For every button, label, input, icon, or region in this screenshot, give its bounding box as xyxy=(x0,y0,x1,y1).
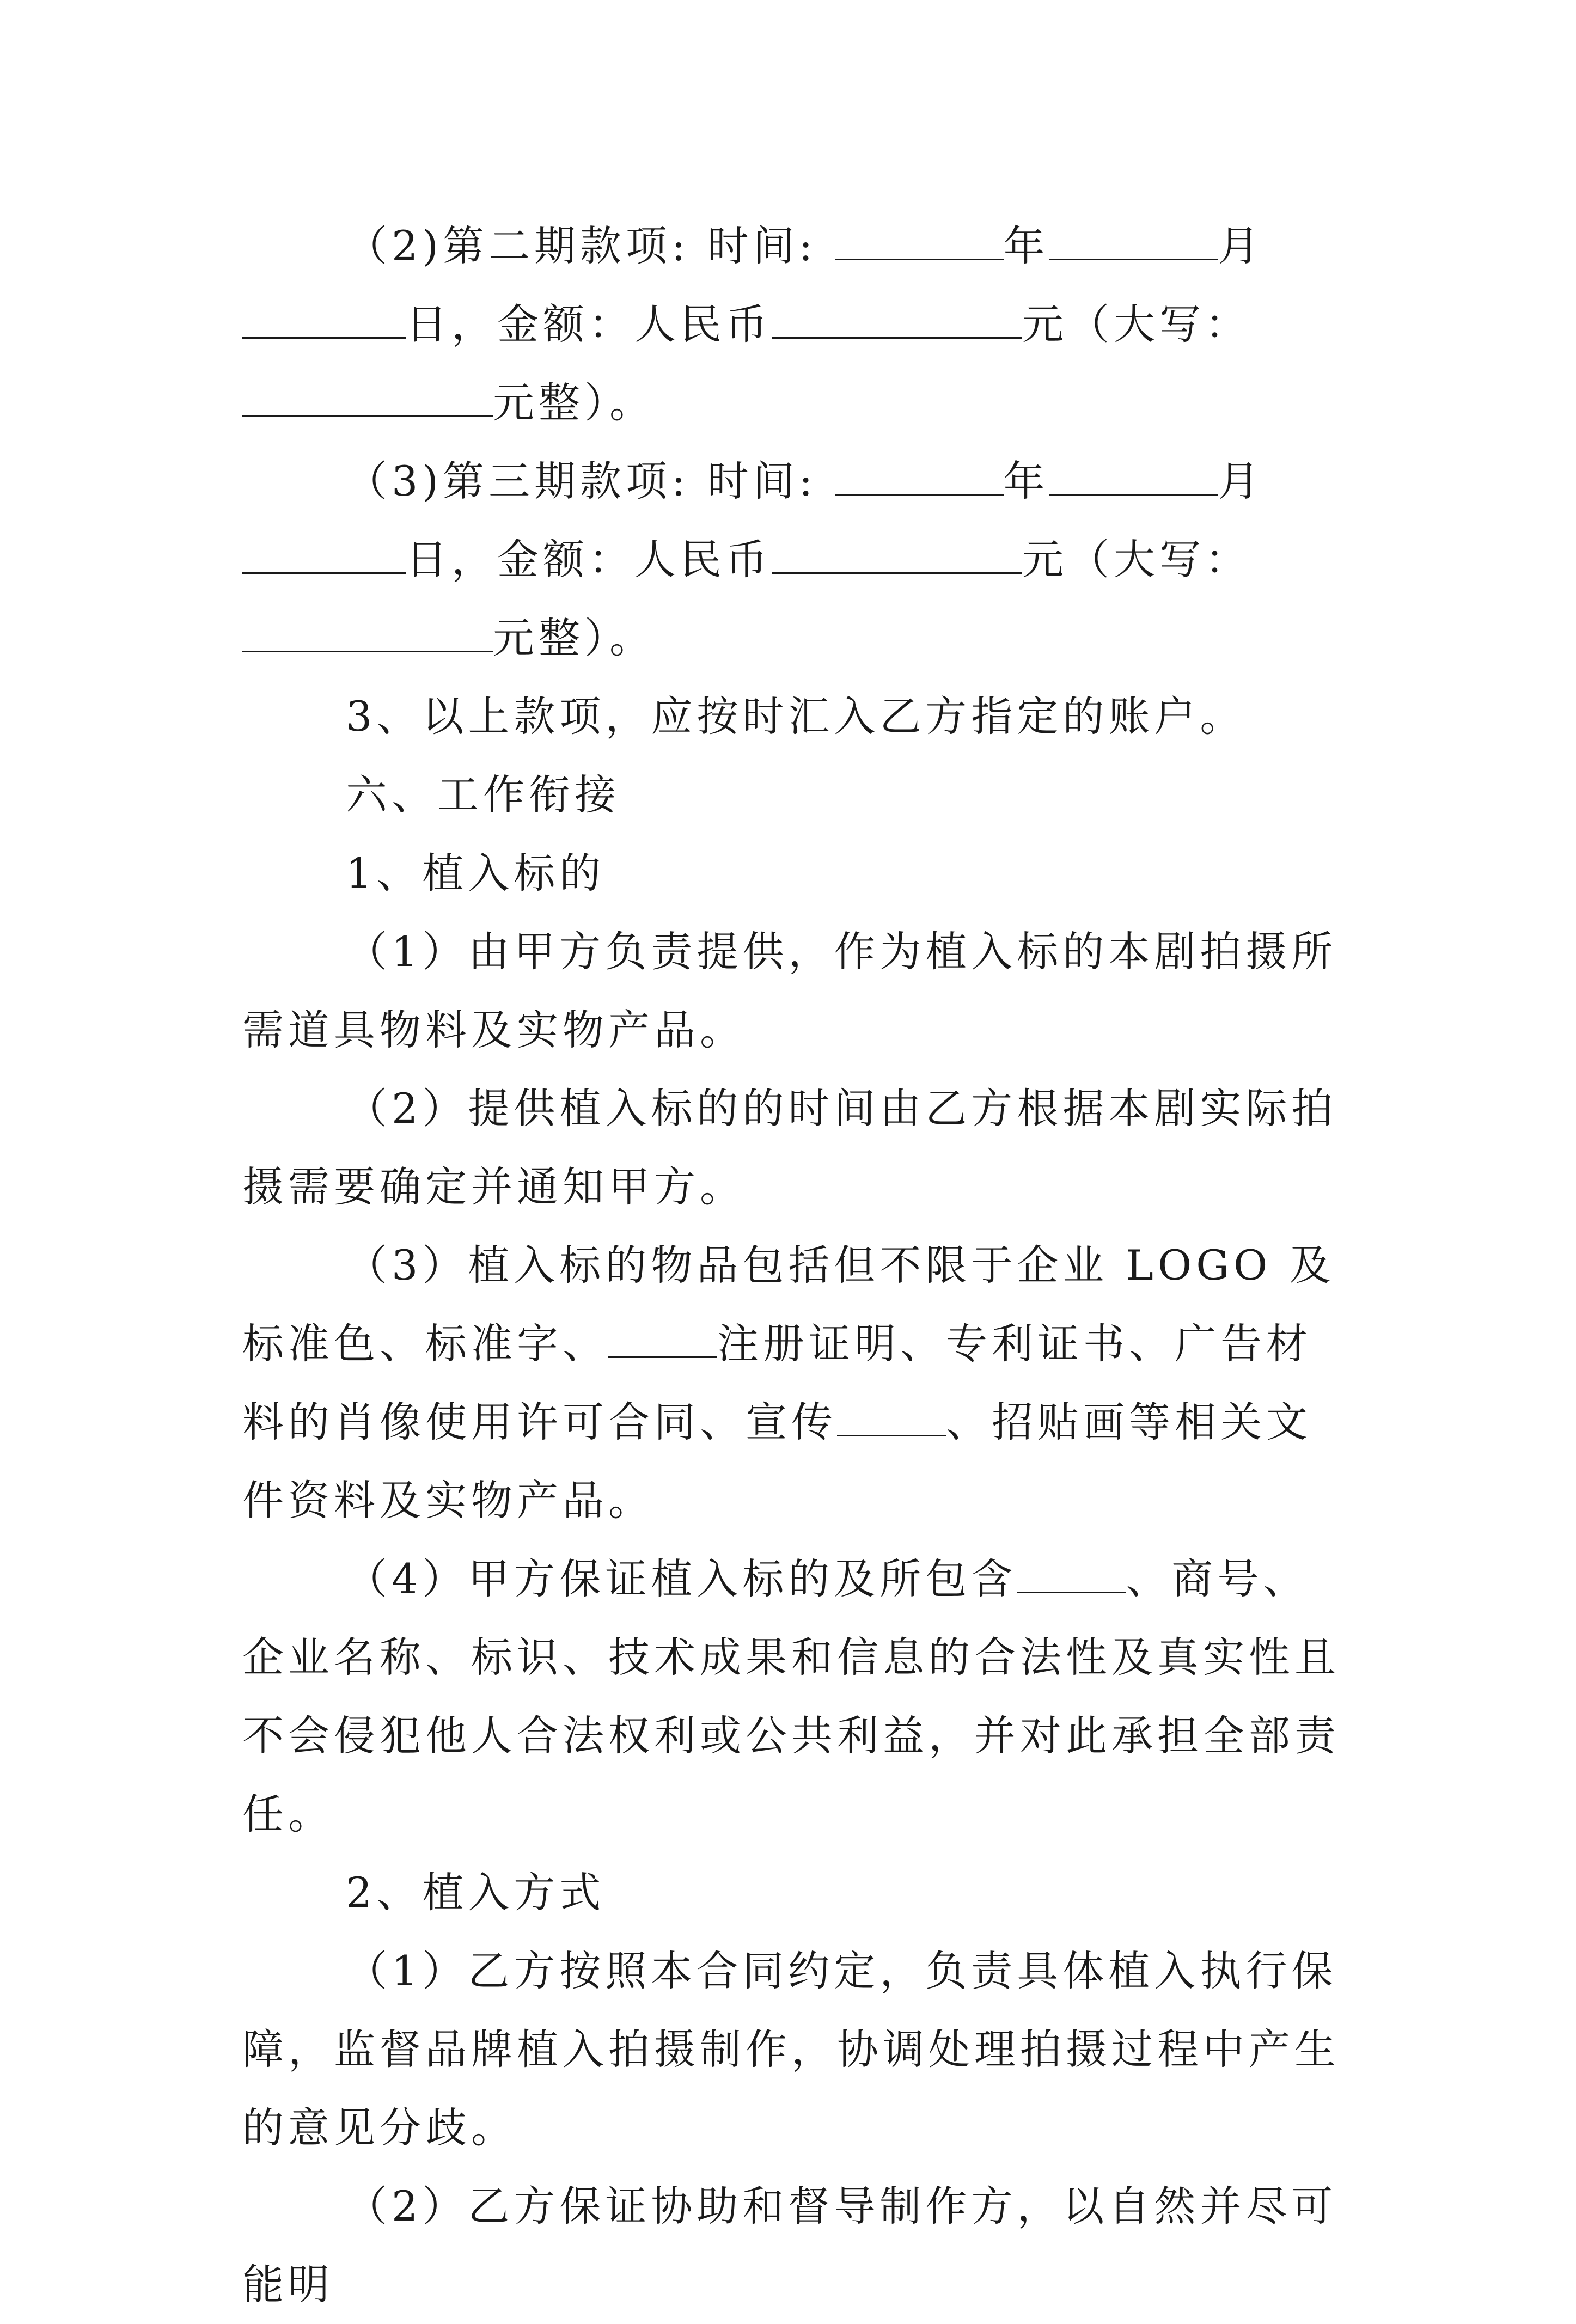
month-label: 月 xyxy=(1218,222,1264,270)
item-1-3-part-c: 、招贴画等相关文件资料及实物产品。 xyxy=(242,1398,1312,1525)
payment-3-paragraph xyxy=(242,442,1348,677)
item-1-4-part-b: 、商号、企业名称、标识、技术成果和信息的合法性及真实性且不会侵犯他人合法权利或公共利益，并对此承担全部责任。 xyxy=(242,1555,1340,1838)
account-paragraph: 3、以上款项，应按时汇入乙方指定的账户。 xyxy=(346,692,1246,741)
document-body xyxy=(242,207,1348,2324)
section-six-heading: 六、工作衔接 xyxy=(346,770,620,819)
item-2-2-paragraph: （2）乙方保证协助和督导制作方，以自然并尽可能明 xyxy=(242,2182,1337,2309)
payment-2-lead: （2)第二期款项: 时间: xyxy=(346,222,835,270)
amount-blank[interactable] xyxy=(772,534,1022,574)
day-blank[interactable] xyxy=(242,299,406,339)
contained-item-blank[interactable] xyxy=(1017,1554,1126,1593)
subsection-1-heading: 1、植入标的 xyxy=(346,849,606,897)
amount-tail: 元整）。 xyxy=(493,378,655,427)
item-1-3-paragraph xyxy=(242,1226,1348,1540)
item-1-3-part-b: 注册证明、专利证书、广告材料的肖像使用许可合同、宣传 xyxy=(242,1319,1312,1446)
item-1-4-part-a: （4）甲方保证植入标的及所包含 xyxy=(346,1555,1017,1603)
trademark-blank[interactable] xyxy=(608,1318,717,1358)
year-blank[interactable] xyxy=(835,456,1004,496)
amount-lead: 日，金额：人民币 xyxy=(406,535,772,584)
amount-words-blank[interactable] xyxy=(242,377,493,417)
year-label: 年 xyxy=(1003,222,1049,270)
subsection-2-heading: 2、植入方式 xyxy=(346,1868,606,1917)
item-1-3-part-a: （3）植入标的物品包括但不限于企业 LOGO 及标准色、标准字、 xyxy=(242,1241,1335,1368)
item-1-1-paragraph: （1）由甲方负责提供，作为植入标的本剧拍摄所需道具物料及实物产品。 xyxy=(242,927,1337,1054)
amount-words-lead: 元（大写： xyxy=(1022,300,1251,348)
promo-blank[interactable] xyxy=(837,1397,946,1436)
payment-2-paragraph xyxy=(242,207,1348,442)
day-blank[interactable] xyxy=(242,534,406,574)
payment-3-lead: （3)第三期款项: 时间: xyxy=(346,457,835,505)
amount-words-lead: 元（大写： xyxy=(1022,535,1251,584)
amount-words-blank[interactable] xyxy=(242,613,493,652)
amount-blank[interactable] xyxy=(772,299,1022,339)
year-label: 年 xyxy=(1003,457,1049,505)
month-blank[interactable] xyxy=(1049,456,1218,496)
month-blank[interactable] xyxy=(1049,221,1218,260)
item-1-2-paragraph: （2）提供植入标的的时间由乙方根据本剧实际拍摄需要确定并通知甲方。 xyxy=(242,1084,1337,1211)
year-blank[interactable] xyxy=(835,221,1004,260)
month-label: 月 xyxy=(1218,457,1264,505)
item-2-1-paragraph: （1）乙方按照本合同约定，负责具体植入执行保障，监督品牌植入拍摄制作，协调处理拍摄过程中产生的意见分歧。 xyxy=(242,1947,1340,2152)
amount-lead: 日，金额：人民币 xyxy=(406,300,772,348)
amount-tail: 元整）。 xyxy=(493,614,655,662)
item-1-4-paragraph xyxy=(242,1540,1348,1854)
